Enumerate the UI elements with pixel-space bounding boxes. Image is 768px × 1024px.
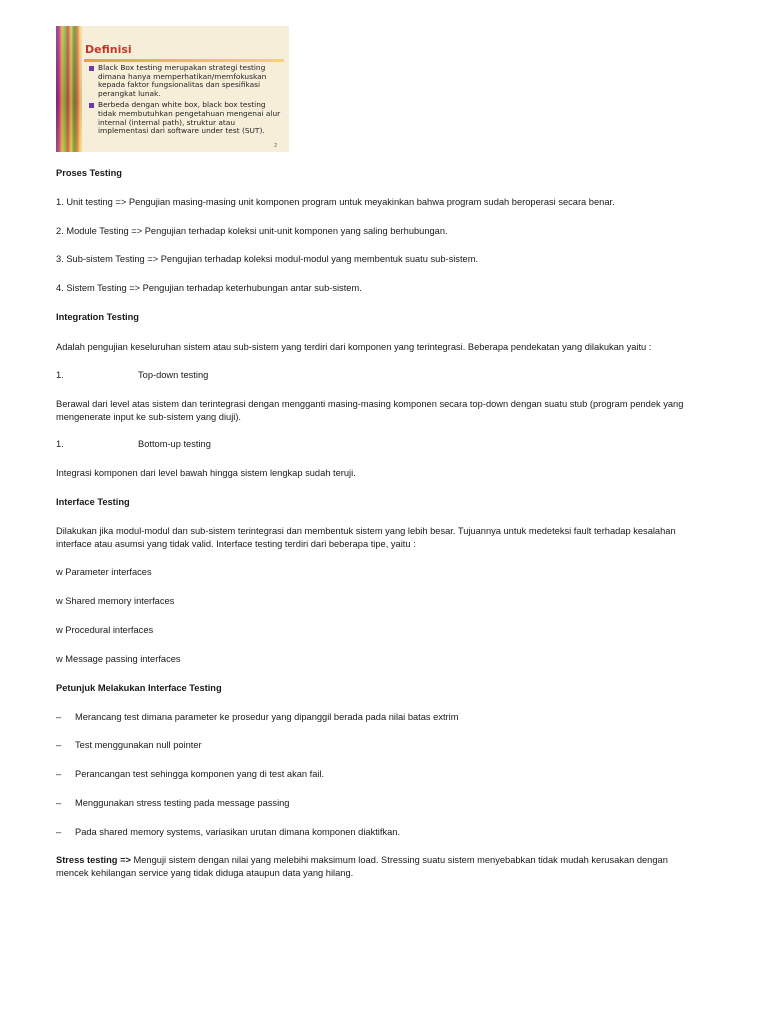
- petunjuk-item-text: Perancangan test sehingga komponen yang di test akan fail.: [75, 769, 325, 779]
- bullet-square-icon: [89, 66, 94, 71]
- interface-type: w Procedural interfaces: [56, 625, 154, 635]
- petunjuk-item: [56, 711, 686, 724]
- bottomup-description: Integrasi komponen dari level bawah hingga sistem lengkap sudah teruji.: [56, 468, 356, 478]
- bottomup-item: [56, 438, 686, 451]
- dash-bullet: –: [56, 740, 62, 750]
- dash-bullet: –: [56, 769, 62, 779]
- interface-intro: Dilakukan jika modul-modul dan sub-sistem terintegrasi dan membentuk sistem yang lebih besar. Tujuannya untuk medeteksi fault terhadap kesalahan interface atau asumsi yang tidak valid. Interface testing terdiri dari beberapa tipe, yaitu :: [56, 526, 676, 549]
- heading-interface-testing: Interface Testing: [56, 497, 130, 507]
- bottomup-label: Bottom-up testing: [138, 439, 211, 449]
- stress-testing-text: Menguji sistem dengan nilai yang melebihi maksimum load. Stressing suatu sistem menyebabkan tidak mudah kerusakan dengan mencek kehilangan service yang tidak diduga ataupun data yang hilang.: [56, 855, 668, 878]
- proses-item: 4. Sistem Testing => Pengujian terhadap keterhubungan antar sub-sistem.: [56, 283, 362, 293]
- heading-integration-testing: Integration Testing: [56, 312, 139, 322]
- heading-petunjuk: Petunjuk Melakukan Interface Testing: [56, 683, 222, 693]
- topdown-label: Top-down testing: [138, 370, 209, 380]
- stress-testing-paragraph: [56, 854, 686, 880]
- slide-bullet-list: [89, 64, 285, 139]
- dash-bullet: –: [56, 712, 62, 722]
- slide-bullet: [89, 101, 285, 135]
- petunjuk-item-text: Merancang test dimana parameter ke prosedur yang dipanggil berada pada nilai batas extrim: [75, 712, 459, 722]
- slide-title-underline: [84, 59, 284, 62]
- slide-title: Definisi: [85, 43, 132, 56]
- list-number: 1.: [56, 439, 64, 449]
- slide-bullet-text: Berbeda dengan white box, black box testing tidak membutuhkan pengetahuan mengenai alur internal (internal path), struktur atau implementasi dari software under test (SUT).: [98, 100, 281, 136]
- slide-decoration: [56, 26, 82, 152]
- interface-type: w Message passing interfaces: [56, 654, 181, 664]
- interface-type: w Shared memory interfaces: [56, 596, 175, 606]
- petunjuk-item: [56, 826, 686, 839]
- petunjuk-item: [56, 768, 686, 781]
- interface-type: w Parameter interfaces: [56, 567, 152, 577]
- petunjuk-item-text: Pada shared memory systems, variasikan urutan dimana komponen diaktifkan.: [75, 827, 401, 837]
- dash-bullet: –: [56, 798, 62, 808]
- topdown-description: Berawal dari level atas sistem dan terintegrasi dengan mengganti masing-masing komponen secara top-down dengan suatu stub (program pendek yang mengenerate input ke sub-sistem yang diuji).: [56, 399, 684, 422]
- dash-bullet: –: [56, 827, 62, 837]
- slide-bullet: [89, 64, 285, 98]
- bullet-square-icon: [89, 103, 94, 108]
- petunjuk-item: [56, 739, 686, 752]
- topdown-item: [56, 369, 686, 382]
- heading-proses-testing: Proses Testing: [56, 168, 122, 178]
- petunjuk-item-text: Menggunakan stress testing pada message passing: [75, 798, 290, 808]
- proses-item: 1. Unit testing => Pengujian masing-masing unit komponen program untuk meyakinkan bahwa program sudah beroperasi secara benar.: [56, 197, 615, 207]
- integration-intro: Adalah pengujian keseluruhan sistem atau sub-sistem yang terdiri dari komponen yang terintegrasi. Beberapa pendekatan yang dilakukan yaitu :: [56, 342, 652, 352]
- slide-bullet-text: Black Box testing merupakan strategi testing dimana hanya memperhatikan/memfokuskan kepada faktor fungsionalitas dan spesifikasi perangkat lunak.: [98, 63, 267, 98]
- proses-item: 3. Sub-sistem Testing => Pengujian terhadap koleksi modul-modul yang membentuk suatu sub-sistem.: [56, 254, 479, 264]
- slide-page-number: 2: [274, 143, 277, 149]
- slide-image: [56, 26, 289, 152]
- proses-item: 2. Module Testing => Pengujian terhadap koleksi unit-unit komponen yang saling berhubungan.: [56, 226, 448, 236]
- petunjuk-item-text: Test menggunakan null pointer: [75, 740, 202, 750]
- stress-testing-label: Stress testing =>: [56, 855, 131, 865]
- list-number: 1.: [56, 370, 64, 380]
- petunjuk-item: [56, 797, 686, 810]
